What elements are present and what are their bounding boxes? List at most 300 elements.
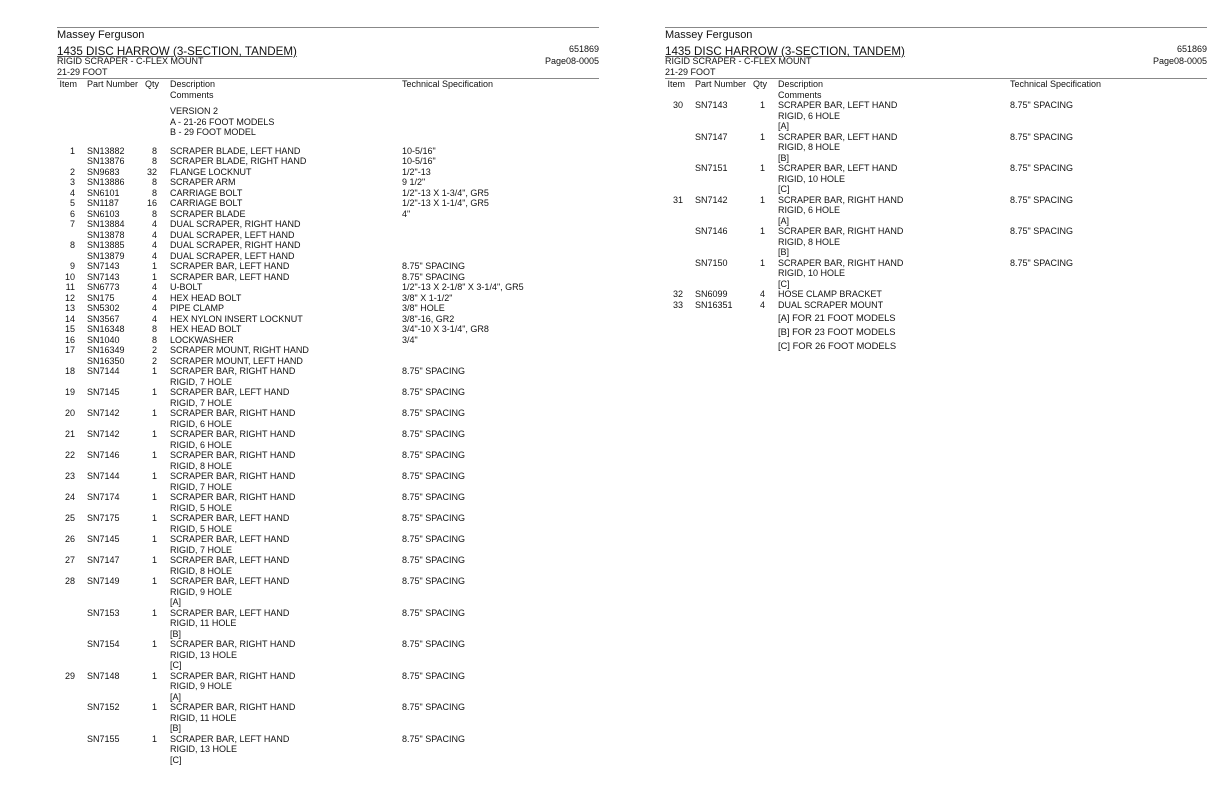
row-qty: 1 [151,513,157,523]
row-description [170,324,241,335]
row-item: 6 [69,208,75,219]
top-rule [57,27,599,28]
description-line: RIGID, 9 HOLE [170,681,233,691]
description-line: HOSE CLAMP BRACKET [778,289,882,299]
table-row [57,219,599,230]
row-description [170,513,289,534]
col-item-header: Item [59,79,77,89]
parts-page-left [57,27,599,765]
col-desc-header: Description [170,79,216,89]
row-qty: 1 [151,261,157,271]
row-item: 16 [64,334,75,345]
row-description [170,209,246,220]
description-line: RIGID, 13 HOLE [170,649,238,660]
row-description [170,356,303,367]
row-part: SN7150 [695,257,728,268]
row-description [170,219,301,230]
description-line: SCRAPER MOUNT, RIGHT HAND [170,345,309,355]
table-row [57,608,599,640]
row-item: 27 [64,555,75,565]
table-row [57,555,599,576]
footnote: [C] FOR 26 FOOT MODELS [778,340,897,351]
description-line: SCRAPER BAR, RIGHT HAND [778,194,904,205]
description-line: RIGID, 8 HOLE [170,565,233,576]
description-line: SCRAPER BAR, RIGHT HAND [170,408,296,418]
description-line: SCRAPER BAR, RIGHT HAND [170,639,296,649]
row-qty: 4 [151,282,157,292]
version-note: VERSION 2 [170,106,219,116]
row-qty: 4 [151,219,157,229]
description-line: RIGID, 7 HOLE [170,544,233,555]
description-line: RIGID, 7 HOLE [170,397,233,408]
table-row [57,314,599,325]
table-row [57,702,599,734]
row-qty: 1 [151,534,157,544]
row-spec: 8.75" SPACING [402,450,466,460]
row-qty: 4 [151,240,157,250]
description-line: SCRAPER BAR, RIGHT HAND [778,226,904,236]
description-line: [B] [778,152,790,163]
row-description [170,471,295,492]
row-part: SN13886 [87,177,125,187]
col-desc-header: Description [778,79,824,89]
row-description [170,240,301,251]
row-item: 31 [672,194,683,205]
row-item: 17 [64,345,75,355]
top-rule [665,27,1207,28]
description-line: RIGID, 7 HOLE [170,481,233,492]
document-title: 1435 DISC HARROW (3-SECTION, TANDEM) [57,45,297,58]
row-part: SN5302 [87,303,120,313]
description-line: SCRAPER BAR, LEFT HAND [170,555,290,565]
row-description [170,282,202,293]
table-row [57,177,599,188]
row-item: 8 [69,240,75,250]
table-row [57,303,599,314]
row-qty: 1 [151,450,157,460]
row-item: 14 [64,313,75,324]
table-row [57,251,599,262]
row-description [170,156,306,167]
version-note: B - 29 FOOT MODEL [170,127,256,137]
description-line: CARRIAGE BOLT [170,187,243,198]
row-description [170,303,224,314]
col-part-header: Part Number [695,79,747,89]
row-description [778,289,882,300]
row-description [170,534,289,555]
row-part: SN6103 [87,208,120,219]
description-line: SCRAPER BLADE, LEFT HAND [170,145,301,156]
row-part: SN7147 [87,555,120,565]
row-qty: 8 [151,334,157,345]
column-headers [57,79,599,90]
description-line: [A] [778,121,790,131]
column-headers [665,79,1207,90]
row-description [778,226,903,258]
table-row [57,450,599,471]
description-line: RIGID, 6 HOLE [170,418,233,429]
row-qty: 8 [151,187,157,198]
row-item: 9 [69,261,75,271]
row-spec: 8.75" SPACING [402,429,466,439]
row-qty: 2 [151,355,157,366]
description-line: U-BOLT [170,282,203,292]
description-line: SCRAPER BAR, RIGHT HAND [170,702,296,712]
row-spec: 3/8" HOLE [402,303,445,313]
row-description [170,492,295,513]
description-line: SCRAPER BAR, RIGHT HAND [170,471,296,481]
row-item: 1 [69,145,75,156]
row-description [170,345,309,356]
description-line: RIGID, 13 HOLE [170,744,238,754]
table-row [57,272,599,283]
row-spec: 10-5/16" [402,156,436,166]
row-qty: 8 [151,324,157,334]
table-row [57,156,599,167]
row-item: 30 [672,100,683,110]
col-item-header: Item [667,79,685,89]
description-line: SCRAPER BAR, LEFT HAND [778,131,898,142]
row-spec: 8.75" SPACING [402,534,466,544]
col-spec-header: Technical Specification [1010,79,1102,89]
description-line: SCRAPER BAR, LEFT HAND [778,100,898,110]
description-line: RIGID, 9 HOLE [170,586,233,597]
row-part: SN16348 [87,324,125,334]
row-description [170,366,295,387]
row-spec: 8.75" SPACING [402,366,466,376]
brand-name: Massey Ferguson [57,29,145,41]
table-row [57,240,599,251]
row-spec: 8.75" SPACING [402,261,466,271]
row-qty: 1 [151,387,157,397]
table-row [665,258,1207,290]
row-description [170,429,295,450]
row-item: 2 [69,166,75,177]
row-part: SN3567 [87,313,120,324]
version-note: A - 21-26 FOOT MODELS [170,116,275,127]
row-spec: 8.75" SPACING [402,639,466,649]
col-part-header: Part Number [87,79,139,89]
row-qty: 4 [151,313,157,324]
description-line: HEX HEAD BOLT [170,324,242,334]
row-part: SN175 [87,292,115,303]
description-line: [C] [170,660,182,670]
row-qty: 8 [151,177,157,187]
description-line: DUAL SCRAPER, RIGHT HAND [170,240,301,250]
table-row [57,146,599,157]
row-qty: 1 [759,100,765,110]
comments-header-row [57,90,599,101]
row-qty: 1 [151,429,157,439]
description-line: RIGID, 8 HOLE [778,142,841,152]
description-line: CARRIAGE BOLT [170,198,243,208]
row-qty: 1 [759,226,765,236]
row-item: 12 [64,292,75,303]
table-row [57,534,599,555]
col-comments-header: Comments [170,89,214,100]
page-number: Page08-0005 [544,56,599,66]
comments-header-row [665,90,1207,101]
table-row [57,324,599,335]
row-item: 11 [65,282,75,292]
row-spec: 8.75" SPACING [1010,163,1074,173]
row-qty: 1 [759,131,765,142]
row-qty: 4 [151,292,157,303]
row-spec: 8.75" SPACING [402,513,466,523]
description-line: RIGID, 6 HOLE [778,110,841,121]
table-row [57,576,599,608]
row-item: 15 [64,324,75,334]
row-item: 33 [672,299,683,310]
row-qty: 4 [151,250,157,261]
row-part: SN7147 [695,131,728,142]
row-description [170,188,242,199]
description-line: SCRAPER BLADE, RIGHT HAND [170,156,307,166]
row-description [170,387,289,408]
row-part: SN7142 [695,194,728,205]
description-line: DUAL SCRAPER, RIGHT HAND [170,219,301,229]
table-row [57,345,599,356]
row-qty: 16 [146,198,157,208]
table-row [665,195,1207,227]
row-description [170,450,295,471]
row-description [170,167,252,178]
row-qty: 1 [151,639,157,649]
row-qty: 8 [151,156,157,166]
row-description [170,293,241,304]
row-spec: 9 1/2" [402,177,426,187]
row-item: 32 [672,289,683,299]
description-line: RIGID, 10 HOLE [778,173,846,184]
table-row [665,226,1207,258]
table-row [665,163,1207,195]
row-part: SN7143 [87,271,120,282]
row-spec: 3/8" X 1-1/2" [402,292,453,303]
description-line: RIGID, 11 HOLE [170,618,237,628]
table-row [57,188,599,199]
row-item: 10 [64,271,75,282]
row-qty: 1 [151,271,157,282]
row-description [170,230,295,241]
description-line: SCRAPER BAR, LEFT HAND [170,261,290,271]
row-part: SN1187 [87,198,119,208]
row-item: 3 [69,177,75,187]
description-line: SCRAPER BAR, RIGHT HAND [778,257,904,268]
row-part: SN1040 [87,334,120,345]
title-row [665,42,1207,56]
table-row [665,100,1207,132]
row-qty: 4 [151,229,157,240]
description-line: SCRAPER BAR, RIGHT HAND [170,492,296,502]
row-spec: 1/2"-13 X 1-3/4", GR5 [402,187,489,198]
description-line: SCRAPER BAR, LEFT HAND [170,387,290,397]
row-spec: 4" [402,208,411,219]
row-description [170,146,300,157]
row-spec: 8.75" SPACING [402,607,466,618]
row-part: SN6101 [87,187,120,198]
description-line: SCRAPER BAR, LEFT HAND [170,576,290,586]
table-row [57,261,599,272]
size-range: 21-29 FOOT [665,67,716,77]
row-part: SN9683 [87,166,120,177]
row-spec: 3/4"-10 X 3-1/4", GR8 [402,324,489,334]
table-row [57,282,599,293]
table-row [665,300,1207,311]
row-item: 23 [64,471,75,481]
row-spec: 8.75" SPACING [402,670,466,681]
row-spec: 8.75" SPACING [402,576,466,586]
row-description [170,261,289,272]
brand-name: Massey Ferguson [665,29,753,41]
row-qty: 4 [759,299,765,310]
description-line: RIGID, 5 HOLE [170,523,233,534]
row-part: SN7151 [695,163,728,173]
description-line: SCRAPER BAR, LEFT HAND [170,733,290,744]
table-row [57,293,599,304]
description-line: DUAL SCRAPER, LEFT HAND [170,250,295,261]
row-description [170,671,295,703]
row-qty: 1 [151,492,157,502]
row-item: 13 [64,303,75,313]
row-item: 24 [64,492,75,502]
section-subtitle: RIGID SCRAPER - C-FLEX MOUNT [665,56,812,66]
description-line: SCRAPER BAR, LEFT HAND [170,271,290,282]
row-item: 28 [64,576,75,586]
row-qty: 1 [151,702,157,712]
table-row [57,639,599,671]
table-row [57,429,599,450]
row-spec: 8.75" SPACING [402,471,466,481]
row-spec: 8.75" SPACING [402,387,466,397]
description-line: [A] [170,597,182,607]
table-row [665,132,1207,164]
table-row [57,230,599,241]
row-part: SN7146 [87,450,120,460]
row-qty: 1 [151,607,157,618]
description-line: DUAL SCRAPER MOUNT [778,299,884,310]
version-notes [57,106,599,138]
table-row [57,671,599,703]
row-description [778,163,897,195]
row-item: 19 [64,387,75,397]
table-row [57,366,599,387]
row-part: SN7142 [87,429,120,439]
row-spec: 8.75" SPACING [402,271,466,282]
description-line: RIGID, 8 HOLE [778,236,841,247]
row-qty: 1 [759,163,765,173]
row-part: SN13885 [87,240,125,250]
row-item: 4 [69,187,75,198]
row-part: SN7155 [87,733,120,744]
row-item: 21 [64,429,75,439]
row-part: SN7153 [87,607,120,618]
row-spec: 8.75" SPACING [402,492,466,502]
row-description [170,555,289,576]
row-part: SN16349 [87,345,125,355]
title-row [57,42,599,56]
description-line: [C] [170,754,182,765]
table-row [57,209,599,220]
table-row [57,734,599,766]
row-qty: 4 [151,303,157,313]
row-description [170,272,289,283]
row-spec: 3/4" [402,334,418,345]
col-comments-header: Comments [778,89,822,100]
row-qty: 32 [146,166,157,177]
description-line: RIGID, 5 HOLE [170,502,233,513]
row-qty: 1 [151,471,157,481]
row-qty: 1 [151,670,157,681]
row-qty: 4 [759,289,765,299]
table-row [57,471,599,492]
section-subtitle: RIGID SCRAPER - C-FLEX MOUNT [57,56,204,66]
row-part: SN13878 [87,229,125,240]
parts-page-right [665,27,1207,353]
description-line: LOCKWASHER [170,334,234,345]
description-line: PIPE CLAMP [170,303,225,313]
row-spec: 8.75" SPACING [402,702,466,712]
table-row [57,513,599,534]
table-row [57,387,599,408]
row-spec: 8.75" SPACING [402,408,466,418]
description-line: SCRAPER BAR, LEFT HAND [170,607,290,618]
col-qty-header: Qty [753,79,768,89]
document-title: 1435 DISC HARROW (3-SECTION, TANDEM) [665,45,905,58]
row-part: SN13884 [87,219,125,229]
row-item: 29 [64,670,75,681]
description-line: SCRAPER MOUNT, LEFT HAND [170,355,303,366]
description-line: [A] [778,215,790,226]
row-qty: 1 [759,194,765,205]
row-spec: 8.75" SPACING [1010,131,1074,142]
row-part: SN7145 [87,387,120,397]
subtitle-row [665,56,1207,67]
table-row [57,356,599,367]
row-part: SN7143 [87,261,120,271]
description-line: [C] [778,278,790,289]
row-item: 25 [64,513,75,523]
row-part: SN7154 [87,639,120,649]
row-description [170,734,289,766]
description-line: [B] [170,628,182,639]
description-line: [C] [778,184,790,194]
row-spec: 8.75" SPACING [402,733,466,744]
row-description [170,177,236,188]
description-line: [B] [170,723,182,733]
description-line: SCRAPER BAR, LEFT HAND [778,163,898,173]
description-line: SCRAPER BAR, RIGHT HAND [170,670,296,681]
description-line: [A] [170,691,182,702]
row-part: SN7152 [87,702,120,712]
row-part: SN13882 [87,145,125,156]
row-qty: 1 [151,576,157,586]
row-qty: 8 [151,145,157,156]
footnote: [A] FOR 21 FOOT MODELS [778,312,896,323]
table-row [57,198,599,209]
row-spec: 10-5/16" [402,145,436,156]
row-part: SN7144 [87,471,120,481]
row-part: SN7142 [87,408,120,418]
description-line: SCRAPER BAR, RIGHT HAND [170,429,296,439]
row-description [170,198,242,209]
row-part: SN13879 [87,250,125,261]
col-spec-header: Technical Specification [402,79,494,89]
description-line: SCRAPER BLADE [170,208,246,219]
description-line: RIGID, 6 HOLE [170,439,233,450]
description-line: FLANGE LOCKNUT [170,166,252,177]
row-description [778,132,897,164]
row-item: 5 [69,198,75,208]
